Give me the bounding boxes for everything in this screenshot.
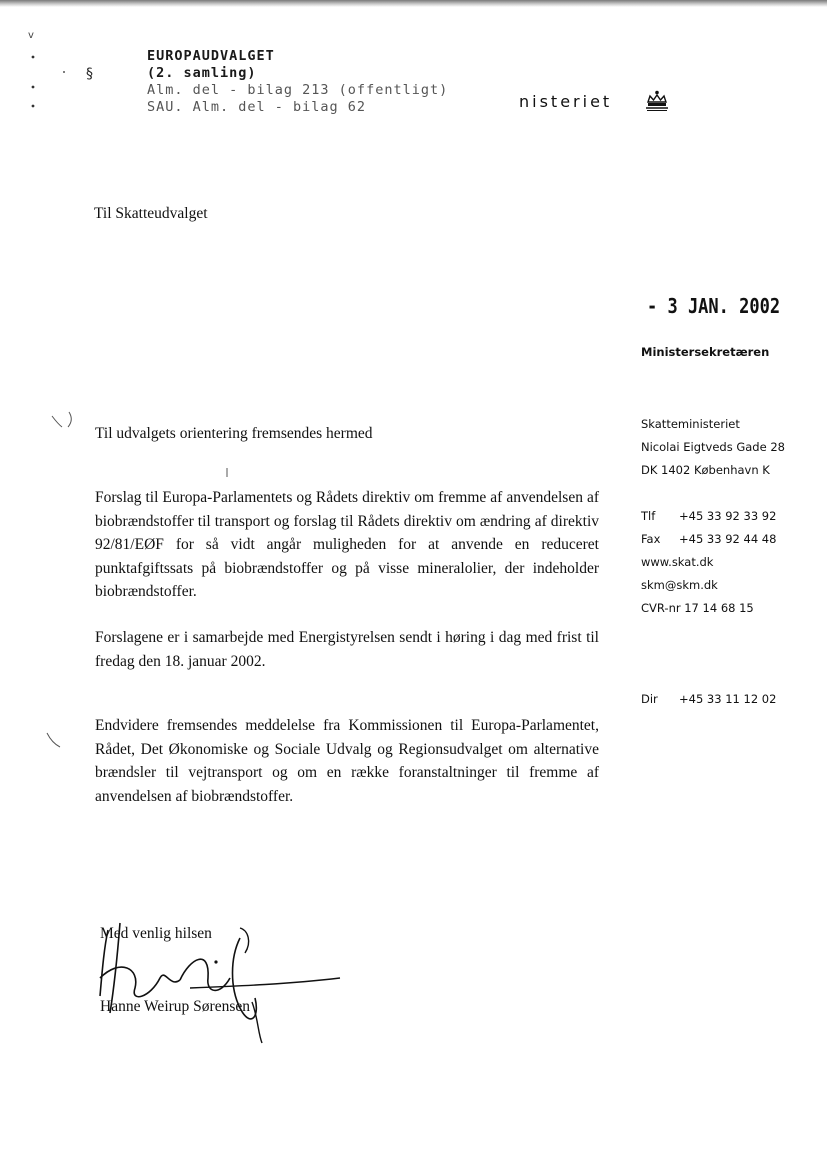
sender-role: Ministersekretæren <box>641 345 770 359</box>
closing-greeting: Med venlig hilsen <box>100 925 212 942</box>
recipient-line: Til Skatteudvalget <box>94 205 208 222</box>
website-row <box>641 551 776 574</box>
handwritten-signature <box>90 918 350 1048</box>
stamp-session: (2. samling) <box>147 65 257 81</box>
crown-icon <box>644 90 670 112</box>
email-row <box>641 574 776 597</box>
paragraph-proposal: Forslag til Europa-Parlamentets og Rådets direktiv om fremme af anvendelsen af biobrændstoffer til transport og forslag til Rådets direktiv om ændring af direktiv 92/81/EØF for så vidt angår muligheden for at anvende en reduceret punktafgiftssats på biobrændstoffer og på visse mineralolier, der indeholder biobrændstoffer. <box>95 489 599 600</box>
direct-label: Dir <box>641 692 658 706</box>
fax-row <box>641 528 776 551</box>
contact-value: +45 33 92 33 92 <box>679 509 777 523</box>
svg-text:v: v <box>28 30 34 41</box>
sender-address <box>641 413 785 482</box>
phone-row <box>641 505 776 528</box>
cvr-row <box>641 597 776 620</box>
paragraph-hearing: Forslagene er i samarbejde med Energistyrelsen sendt i høring i dag med frist til fredag den 18. januar 2002. <box>95 629 599 670</box>
letterhead-ministry: nisteriet <box>519 92 613 111</box>
contact-value: CVR-nr 17 14 68 15 <box>641 601 754 615</box>
date-stamp: - 3 JAN. 2002 <box>647 294 781 318</box>
stamp-sau-appendix: SAU. Alm. del - bilag 62 <box>147 99 367 115</box>
contact-value: www.skat.dk <box>641 555 714 569</box>
address-line: Nicolai Eigtveds Gade 28 <box>641 440 785 454</box>
signer-name: Hanne Weirup Sørensen <box>100 998 250 1015</box>
paragraph-communication: Endvidere fremsendes meddelelse fra Kommissionen til Europa-Parlamentet, Rådet, Det Økonomiske og Sociale Udvalg og Regionsudvalget om alternative brændsler til vejtransport og om en række foranstaltninger til fremme af anvendelsen af biobrændstoffer. <box>95 717 599 805</box>
stamp-committee: EUROPAUDVALGET <box>147 48 275 64</box>
contact-value: skm@skm.dk <box>641 578 718 592</box>
direct-line <box>641 692 776 706</box>
address-line: Skatteministeriet <box>641 417 740 431</box>
svg-text:§: § <box>86 66 93 82</box>
journal-stamp <box>147 48 448 116</box>
direct-value: +45 33 11 12 02 <box>679 692 777 706</box>
address-line: DK 1402 København K <box>641 463 770 477</box>
contact-value: +45 33 92 44 48 <box>679 532 777 546</box>
intro-line: Til udvalgets orientering fremsendes hermed <box>95 425 373 442</box>
contact-label: Fax <box>641 532 661 546</box>
contact-label: Tlf <box>641 509 656 523</box>
stamp-appendix: Alm. del - bilag 213 (offentligt) <box>147 82 449 98</box>
contact-list <box>641 505 776 620</box>
